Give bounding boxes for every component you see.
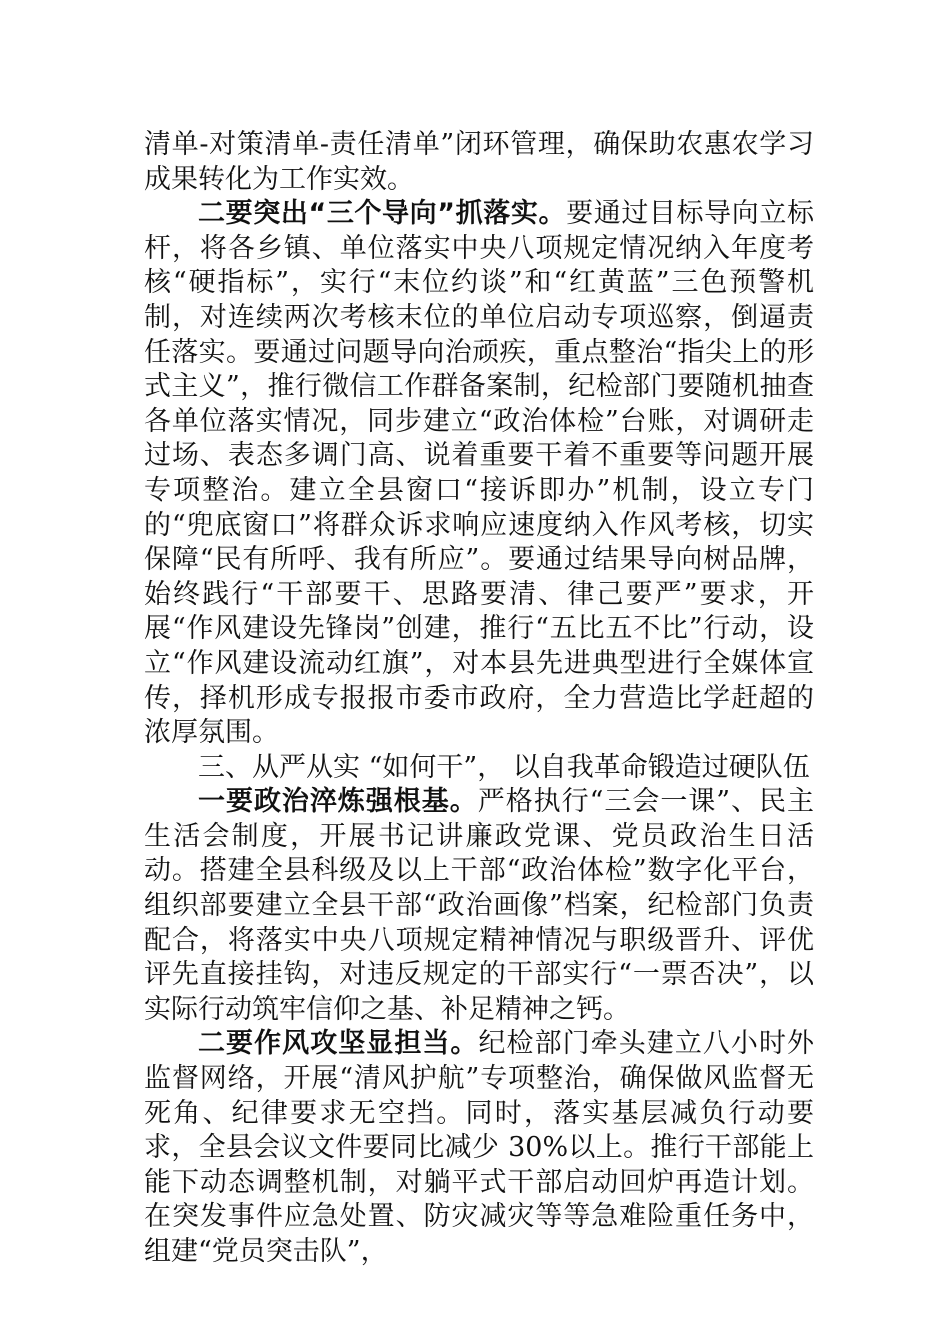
paragraph-continuation: [144, 128, 814, 197]
paragraph-text: 纪检部门牵头建立八小时外监督网络，开展“清风护航”专项整治，确保做风监督无死角、纪律要求无空挡。同时，落实基层减负行动要求，全县会议文件要同比减少 30%以上。推行干部能上能下动态调整机制，对躺平式干部启动回炉再造计划。在突发事件应急处置、防灾减灾等等急难险重任务中，组建“党员突击队”，: [144, 1028, 815, 1267]
paragraph-text: 清单-对策清单-责任清单”闭环管理，确保助农惠农学习成果转化为工作实效。: [144, 129, 814, 195]
paragraph-three-orientations: [144, 197, 814, 751]
paragraph-lead: 二要作风攻坚显担当。: [198, 1028, 479, 1060]
paragraph-work-style: [144, 1027, 814, 1269]
paragraph-lead: 一要政治淬炼强根基。: [198, 786, 478, 818]
paragraph-text: 严格执行“三会一课”、民主生活会制度，开展书记讲廉政党课、党员政治生日活动。搭建全县科级及以上干部“政治体检”数字化平台，组织部要建立全县干部“政治画像”档案，纪检部门负责配合，将落实中央八项规定精神情况与职级晋升、评优评先直接挂钩，对违反规定的干部实行“一票否决”，以实际行动筑牢信仰之基、补足精神之钙。: [144, 786, 815, 1025]
paragraph-political-training: [144, 785, 814, 1027]
paragraph-lead: 二要突出“三个导向”抓落实。: [198, 198, 567, 230]
section-heading: 三、从严从实 “如何干”， 以自我革命锻造过硬队伍: [198, 751, 810, 783]
paragraph-text: 要通过目标导向立标杆，将各乡镇、单位落实中央八项规定情况纳入年度考核“硬指标”，实行“末位约谈”和“红黄蓝”三色预警机制，对连续两次考核末位的单位启动专项巡察，倒逼责任落实。要通过问题导向治顽疾，重点整治“指尖上的形式主义”，推行微信工作群备案制，纪检部门要随机抽查各单位落实情况，同步建立“政治体检”台账，对调研走过场、表态多调门高、说着重要干着不重要等问题开展专项整治。建立全县窗口“接诉即办”机制，设立专门的“兜底窗口”将群众诉求响应速度纳入作风考核，切实保障“民有所呼、我有所应”。要通过结果导向树品牌，始终践行“干部要干、思路要清、律己要严”要求，开展“作风建设先锋岗”创建，推行“五比五不比”行动，设立“作风建设流动红旗”，对本县先进典型进行全媒体宣传，择机形成专报报市委市政府，全力营造比学赶超的浓厚氛围。: [144, 198, 815, 749]
document-body: [144, 128, 814, 1270]
